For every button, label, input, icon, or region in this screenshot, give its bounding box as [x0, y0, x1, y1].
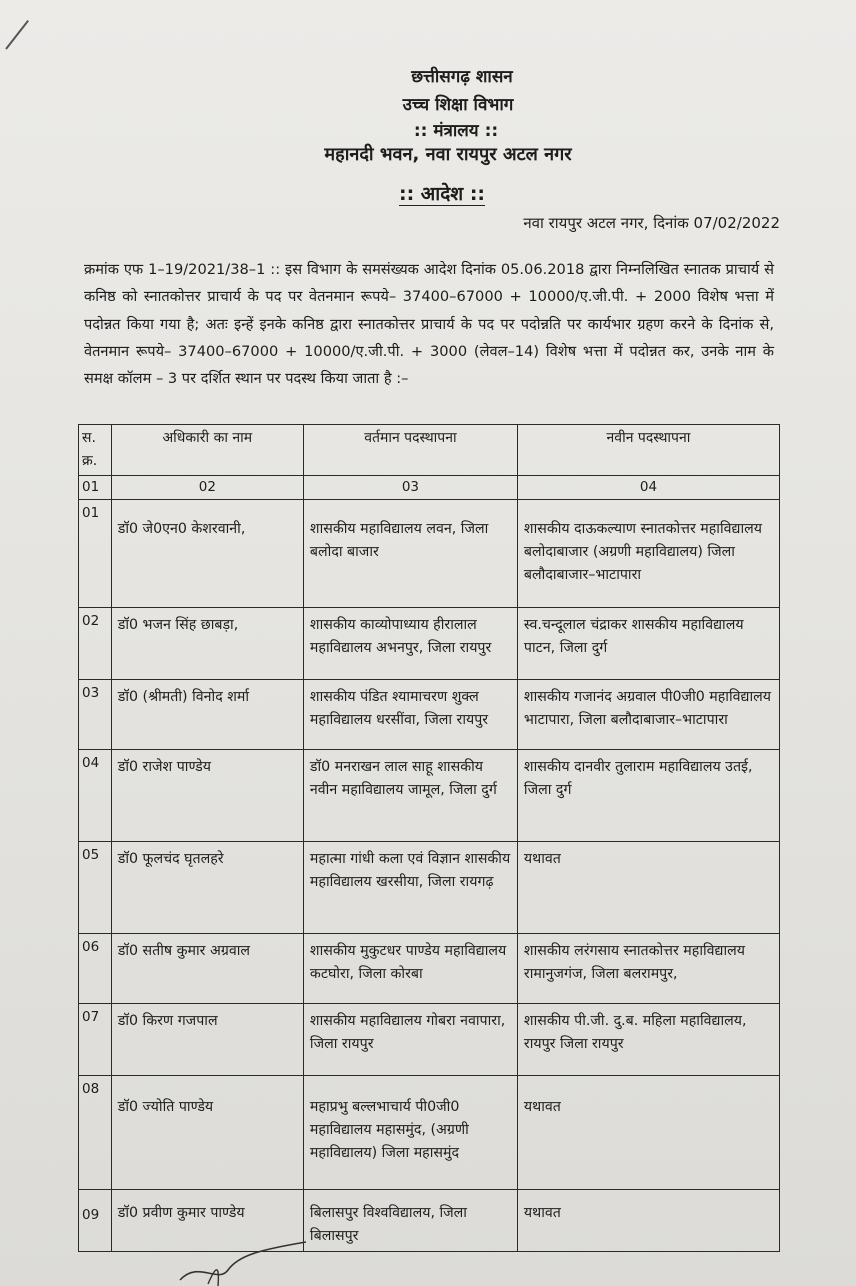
row-new-posting: स्व.चन्दूलाल चंद्राकर शासकीय महाविद्यालय पाटन, जिला दुर्ग [517, 608, 779, 680]
header-officer-name: अधिकारी का नाम [111, 425, 303, 476]
col-num: 01 [79, 476, 112, 500]
col-num: 03 [303, 476, 517, 500]
col-num: 02 [111, 476, 303, 500]
row-current-posting: शासकीय पंडित श्यामाचरण शुक्ल महाविद्यालय धरसींवा, जिला रायपुर [303, 680, 517, 750]
row-new-posting: यथावत [517, 1076, 779, 1190]
row-sn: 04 [79, 750, 112, 842]
ministry-label: :: मंत्रालय :: [413, 121, 499, 141]
row-officer-name: डॉ0 प्रवीण कुमार पाण्डेय [111, 1190, 303, 1252]
row-current-posting: शासकीय काव्योपाध्याय हीरालाल महाविद्यालय अभनपुर, जिला रायपुर [303, 608, 517, 680]
row-sn: 05 [79, 842, 112, 934]
col-num: 04 [517, 476, 779, 500]
table-row [79, 500, 780, 608]
row-current-posting: शासकीय महाविद्यालय लवन, जिला बलोदा बाजार [303, 500, 517, 608]
table-row [79, 934, 780, 1004]
row-officer-name: डॉ0 ज्योति पाण्डेय [111, 1076, 303, 1190]
posting-table [78, 424, 780, 1252]
row-current-posting: महात्मा गांधी कला एवं विज्ञान शासकीय महाविद्यालय खरसीया, जिला रायगढ़ [303, 842, 517, 934]
order-body-text: क्रमांक एफ 1–19/2021/38–1 :: इस विभाग के समसंख्यक आदेश दिनांक 05.06.2018 द्वारा निम्नलिखित स्नातक प्राचार्य से कनिष्ठ को स्नातकोत्तर प्राचार्य के पद पर वेतनमान रूपये– 37400–67000 + 10000/ए.जी.पी. + 2000 विशेष भत्ता में पदोन्नत किया गया है; अतः इन्हें इनके कनिष्ठ द्वारा स्नातकोत्तर प्राचार्य के पद पर पदोन्नति पर कार्यभार ग्रहण करने के दिनांक से, वेतनमान रूपये– 37400–67000 + 10000/ए.जी.पी. + 3000 (लेवल–14) विशेष भत्ता में पदोन्नत कर, उनके नाम के समक्ष कॉलम – 3 पर दर्शित स्थान पर पदस्थ किया जाता है :– [84, 261, 774, 388]
order-title-text: :: आदेश :: [398, 183, 486, 205]
header-current-posting: वर्तमान पदस्थापना [303, 425, 517, 476]
row-new-posting: शासकीय पी.जी. दु.ब. महिला महाविद्यालय, रायपुर जिला रायपुर [517, 1004, 779, 1076]
row-current-posting: शासकीय मुकुटधर पाण्डेय महाविद्यालय कटघोरा, जिला कोरबा [303, 934, 517, 1004]
row-officer-name: डॉ0 सतीष कुमार अग्रवाल [111, 934, 303, 1004]
dateline: नवा रायपुर अटल नगर, दिनांक 07/02/2022 [523, 214, 780, 232]
row-officer-name: डॉ0 फूलचंद घृतलहरे [111, 842, 303, 934]
row-officer-name: डॉ0 किरण गजपाल [111, 1004, 303, 1076]
header-sn: स. क्र. [79, 425, 112, 476]
table-row [79, 680, 780, 750]
row-new-posting: शासकीय दानवीर तुलाराम महाविद्यालय उतई, जिला दुर्ग [517, 750, 779, 842]
row-new-posting: शासकीय गजानंद अग्रवाल पी0जी0 महाविद्यालय भाटापारा, जिला बलौदाबाजार–भाटापारा [517, 680, 779, 750]
table-row [79, 608, 780, 680]
row-officer-name: डॉ0 (श्रीमती) विनोद शर्मा [111, 680, 303, 750]
column-number-row [79, 476, 780, 500]
row-sn: 06 [79, 934, 112, 1004]
row-current-posting: महाप्रभु बल्लभाचार्य पी0जी0 महाविद्यालय महासमुंद, (अग्रणी महाविद्यालय) जिला महासमुंद [303, 1076, 517, 1190]
order-title [14, 180, 856, 206]
row-new-posting: शासकीय लरंगसाय स्नातकोत्तर महाविद्यालय रामानुजगंज, जिला बलरामपुर, [517, 934, 779, 1004]
row-new-posting: शासकीय दाऊकल्याण स्नातकोत्तर महाविद्यालय बलोदाबाजार (अग्रणी महाविद्यालय) जिला बलौदाबाजार–भाटापारा [517, 500, 779, 608]
row-sn: 03 [79, 680, 112, 750]
row-sn: 08 [79, 1076, 112, 1190]
row-officer-name: डॉ0 भजन सिंह छाबड़ा, [111, 608, 303, 680]
table-row [79, 1004, 780, 1076]
row-officer-name: डॉ0 जे0एन0 केशरवानी, [111, 500, 303, 608]
row-sn: 02 [79, 608, 112, 680]
row-new-posting: यथावत [517, 1190, 779, 1252]
row-sn: 01 [79, 500, 112, 608]
row-sn: 09 [79, 1190, 112, 1252]
department-name: उच्च शिक्षा विभाग [402, 95, 514, 115]
row-current-posting: बिलासपुर विश्वविद्यालय, जिला बिलासपुर [303, 1190, 517, 1252]
table-row [79, 750, 780, 842]
row-current-posting: डॉ0 मनराखन लाल साहू शासकीय नवीन महाविद्यालय जामूल, जिला दुर्ग [303, 750, 517, 842]
table-row [79, 1076, 780, 1190]
table-row [79, 842, 780, 934]
row-officer-name: डॉ0 राजेश पाण्डेय [111, 750, 303, 842]
row-new-posting: यथावत [517, 842, 779, 934]
header-new-posting: नवीन पदस्थापना [517, 425, 779, 476]
govt-name: छत्तीसगढ़ शासन [411, 67, 513, 87]
table-header-row [79, 425, 780, 476]
office-address: महानदी भवन, नवा रायपुर अटल नगर [324, 144, 572, 165]
row-sn: 07 [79, 1004, 112, 1076]
signature-mark [178, 1240, 308, 1286]
row-current-posting: शासकीय महाविद्यालय गोबरा नवापारा, जिला रायपुर [303, 1004, 517, 1076]
pen-mark [5, 20, 29, 50]
